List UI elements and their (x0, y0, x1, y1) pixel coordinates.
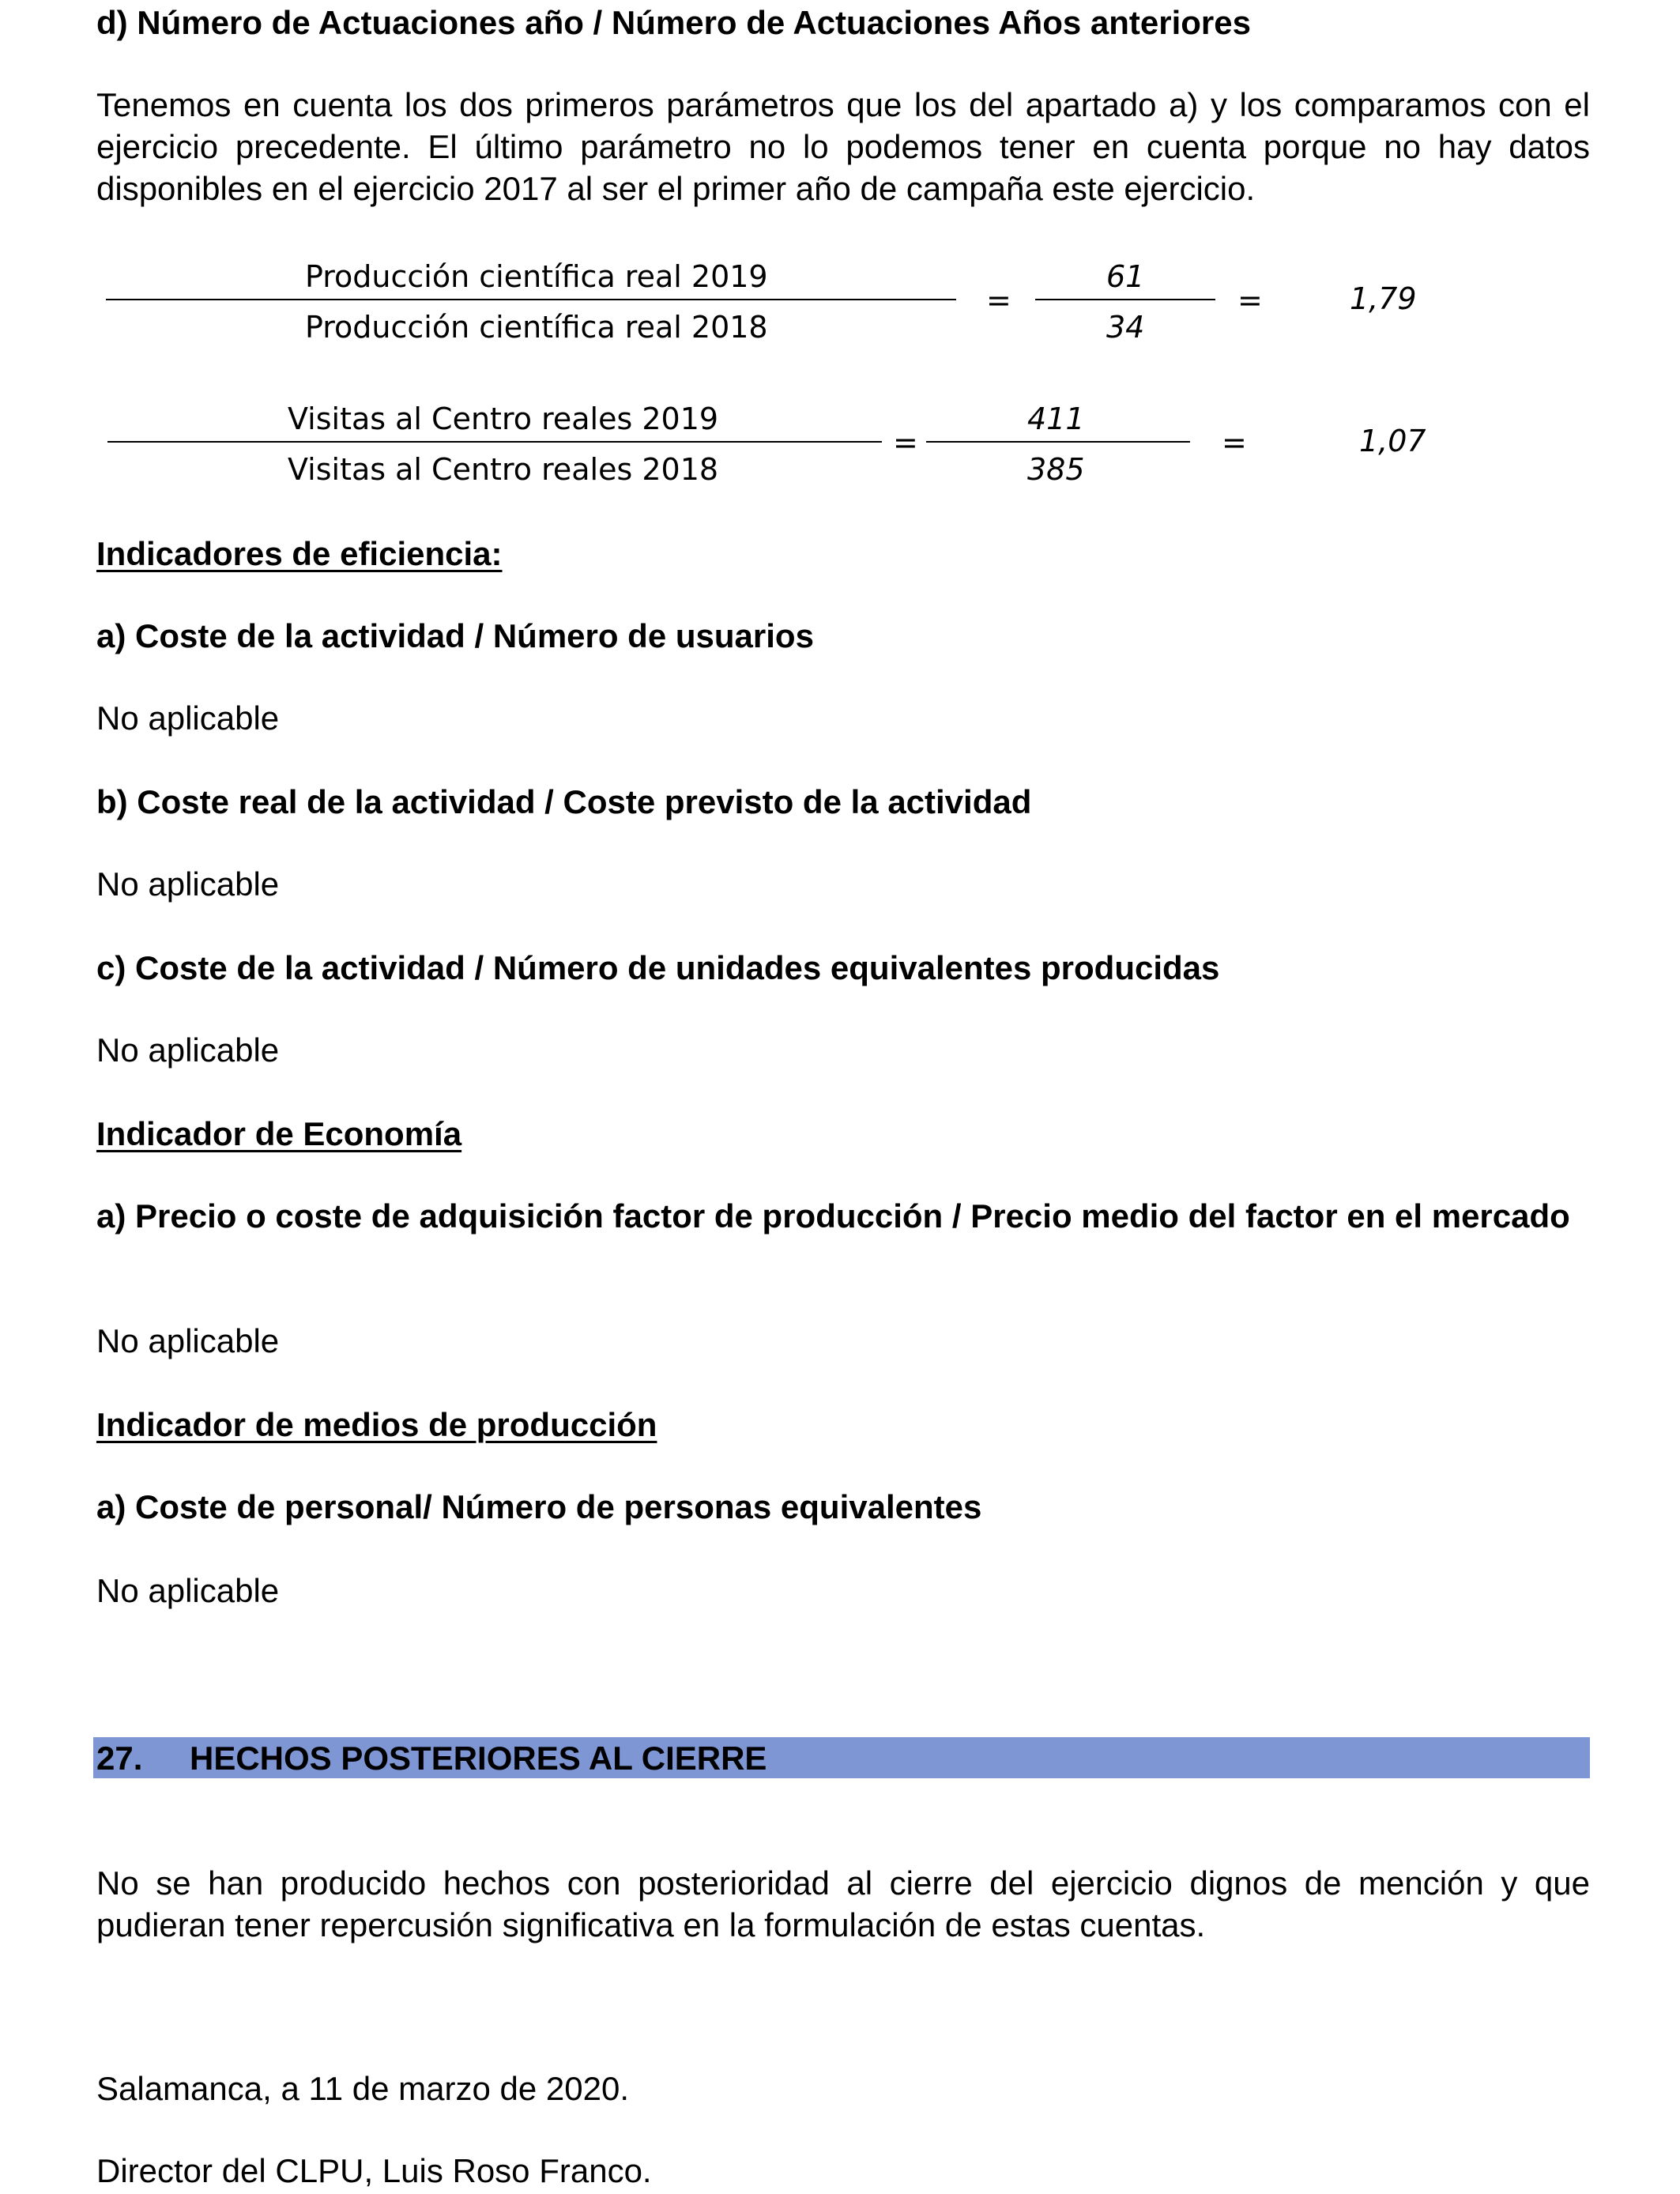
equals-sign: = (1237, 283, 1263, 318)
indicator-d-heading: d) Número de Actuaciones año / Número de Actuaciones Años anteriores (96, 4, 1251, 41)
formula-numerator-value: 411 (1027, 401, 1085, 436)
section-27-paragraph: No se han producido hechos con posterioridad al cierre del ejercicio dignos de mención y que pudieran tener repercusión significativa en la formulación de estas cuentas. (96, 1864, 1590, 1943)
indicator-value: No aplicable (96, 1572, 280, 1609)
indicator-value: No aplicable (96, 865, 280, 903)
section-title-economia: Indicador de Economía (96, 1115, 462, 1152)
section-title: HECHOS POSTERIORES AL CIERRE (190, 1740, 767, 1777)
indicator-heading: a) Coste de personal/ Número de personas equivalentes (96, 1488, 982, 1525)
equals-sign: = (1222, 425, 1247, 460)
indicator-heading: c) Coste de la actividad / Número de unidades equivalentes producidas (96, 949, 1220, 986)
indicator-value: No aplicable (96, 1031, 280, 1069)
place-date: Salamanca, a 11 de marzo de 2020. (96, 2070, 629, 2107)
formula-result: 1,07 (1359, 424, 1426, 458)
equals-sign: = (893, 425, 918, 460)
fraction-line (106, 299, 956, 300)
fraction-line (1035, 299, 1215, 300)
formula-denominator-value: 385 (1027, 452, 1085, 487)
signature-line: Director del CLPU, Luis Roso Franco. (96, 2152, 652, 2189)
indicator-d-paragraph: Tenemos en cuenta los dos primeros parámetros que los del apartado a) y los comparamos con el ejercicio precedente. El último parámetro no lo podemos tener en cuenta porque no hay datos disponibles en el ejercicio 2017 al ser el primer año de campaña este ejercicio. (96, 86, 1590, 207)
fraction-line (926, 441, 1190, 443)
formula-numerator-label: Visitas al Centro reales 2019 (288, 401, 719, 436)
section-number: 27. (96, 1740, 143, 1777)
formula-denominator-value: 34 (1106, 310, 1145, 345)
section-title-eficiencia: Indicadores de eficiencia: (96, 535, 503, 572)
indicator-heading: b) Coste real de la actividad / Coste previsto de la actividad (96, 783, 1032, 820)
indicator-heading: a) Precio o coste de adquisición factor de producción / Precio medio del factor en el mercado (96, 1197, 1570, 1235)
formula-result: 1,79 (1350, 281, 1417, 316)
fraction-line (107, 441, 882, 443)
formula-numerator-label: Producción científica real 2019 (305, 259, 768, 294)
formula-denominator-label: Producción científica real 2018 (305, 310, 768, 345)
indicator-value: No aplicable (96, 699, 280, 737)
section-27-header (93, 1737, 1590, 1778)
formula-numerator-value: 61 (1106, 259, 1145, 294)
indicator-value: No aplicable (96, 1322, 280, 1359)
formula-denominator-label: Visitas al Centro reales 2018 (288, 452, 719, 487)
indicator-heading: a) Coste de la actividad / Número de usuarios (96, 617, 814, 654)
equals-sign: = (986, 283, 1011, 318)
section-title-medios: Indicador de medios de producción (96, 1406, 657, 1443)
